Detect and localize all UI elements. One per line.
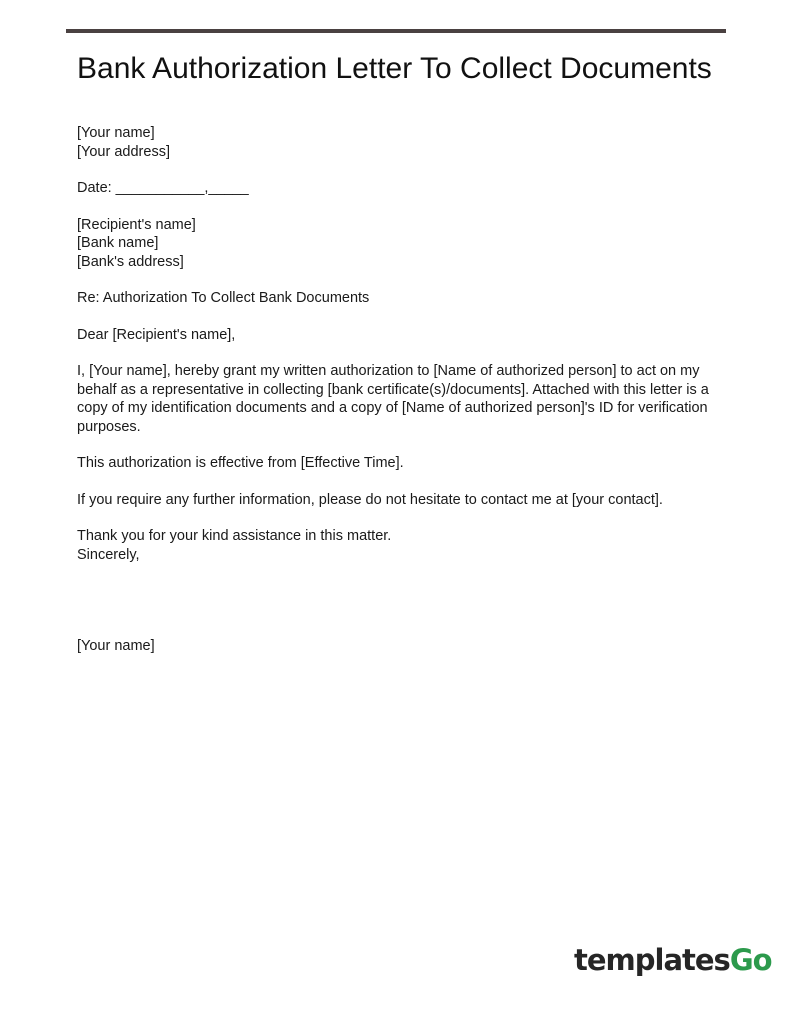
body-paragraph-effective: This authorization is effective from [Effective Time]. [77, 455, 404, 471]
body-paragraph-contact: If you require any further information, please do not hesitate to contact me at [your contact]. [77, 491, 663, 508]
closing-line: Sincerely, [77, 546, 140, 563]
logo-text-primary: templates [574, 943, 730, 977]
document-title: Bank Authorization Letter To Collect Documents [77, 52, 712, 85]
recipient-name: [Recipient's name] [77, 216, 196, 233]
signature-space [77, 564, 717, 637]
logo-text-accent: Go [729, 943, 772, 977]
salutation: Dear [Recipient's name], [77, 326, 236, 343]
thanks-line: Thank you for your kind assistance in this matter. [77, 528, 392, 544]
sender-block [77, 124, 717, 161]
recipient-bank: [Bank name] [77, 235, 159, 251]
recipient-block [77, 216, 717, 272]
header-rule [66, 29, 726, 33]
letter-body [77, 124, 717, 656]
date-field: Date: ___________,_____ [77, 180, 249, 196]
sender-name: [Your name] [77, 125, 155, 141]
recipient-address: [Bank's address] [77, 253, 184, 270]
body-paragraph-authorization: I, [Your name], hereby grant my written authorization to [Name of authorized person] to act on my behalf as a representative in collecting [bank certificate(s)/documents]. Attached with this letter is a copy of my identification documents and a copy of [Name of authorized person]'s ID for verification purposes. [77, 363, 709, 435]
templatesgo-logo [574, 940, 772, 980]
closing-block [77, 527, 717, 564]
subject-line: Re: Authorization To Collect Bank Documents [77, 290, 370, 306]
sender-address: [Your address] [77, 143, 170, 160]
date-line [77, 179, 717, 198]
signature-name: [Your name] [77, 638, 155, 654]
